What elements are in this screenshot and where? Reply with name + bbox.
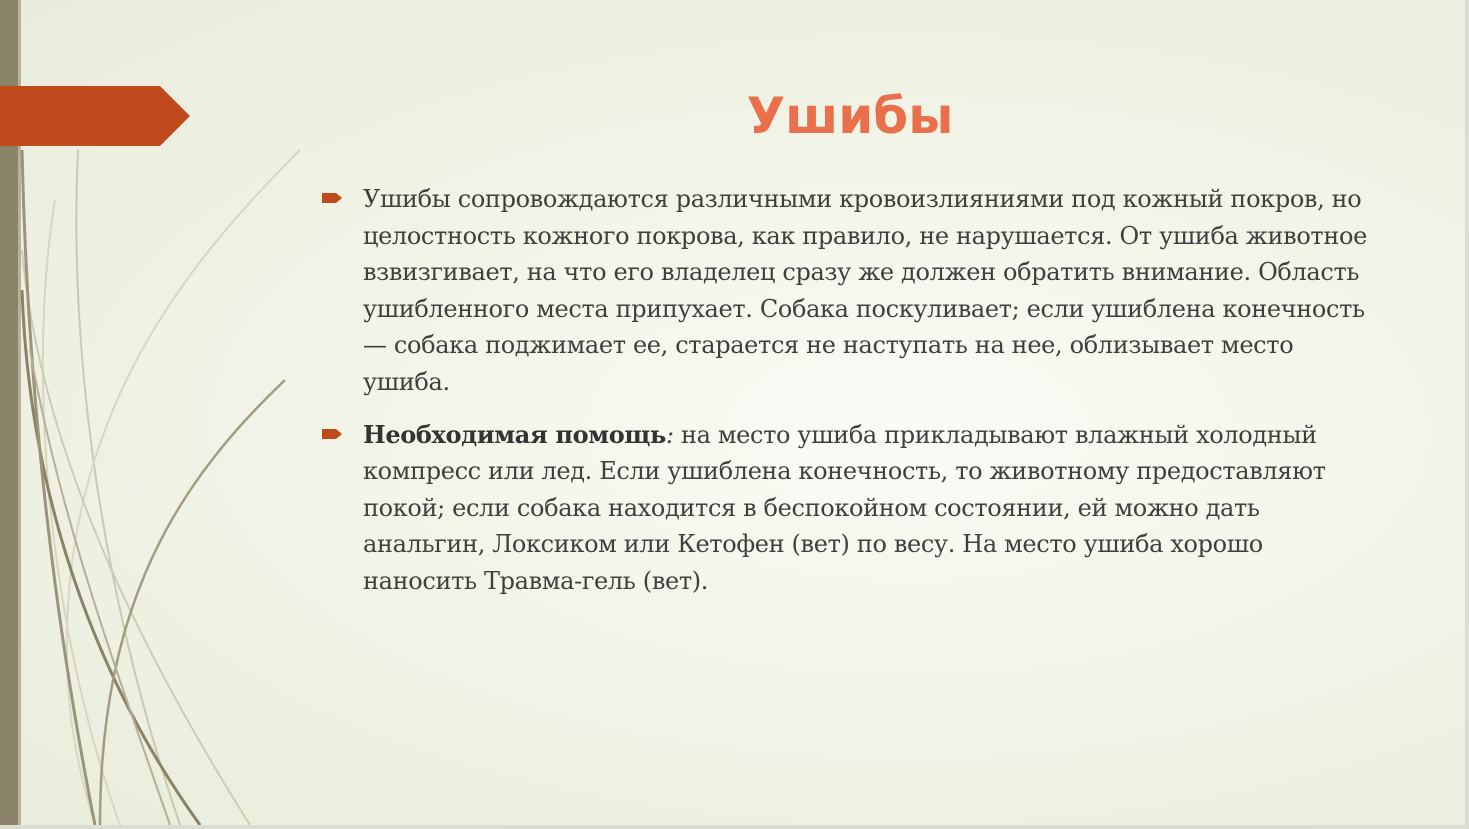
slide-content xyxy=(322,181,1382,616)
bullet-text: Ушибы сопровождаются различными кровоизлияниями под кожный покров, но целостность кожного покрова, как правило, не нарушается. От ушиба животное взвизгивает, на что его владелец сразу же должен обратить внимание. Область ушибленного места припухает. Собака поскуливает; если ушиблена конечность — собака поджимает ее, старается не наступать на нее, облизывает место ушиба. xyxy=(363,185,1367,396)
arrow-bullet-icon xyxy=(322,190,344,206)
bullet-item xyxy=(322,181,1382,401)
slide-title: Ушибы xyxy=(746,87,954,145)
bullet-text: на место ушиба прикладывают влажный холодный компресс или лед. Если ушиблена конечность, то животному предоставляют покой; если собака находится в беспокойном состоянии, ей можно дать анальгин, Локсиком или Кетофен (вет) по весу. На место ушиба хорошо наносить Травма-гель (вет). xyxy=(363,420,1326,595)
bullet-item xyxy=(322,417,1382,600)
title-flag-shape xyxy=(0,0,200,160)
bullet-bold-lead: Необходимая помощь xyxy=(363,419,666,449)
bullet-separator: : xyxy=(665,420,674,449)
arrow-bullet-icon xyxy=(322,426,344,442)
